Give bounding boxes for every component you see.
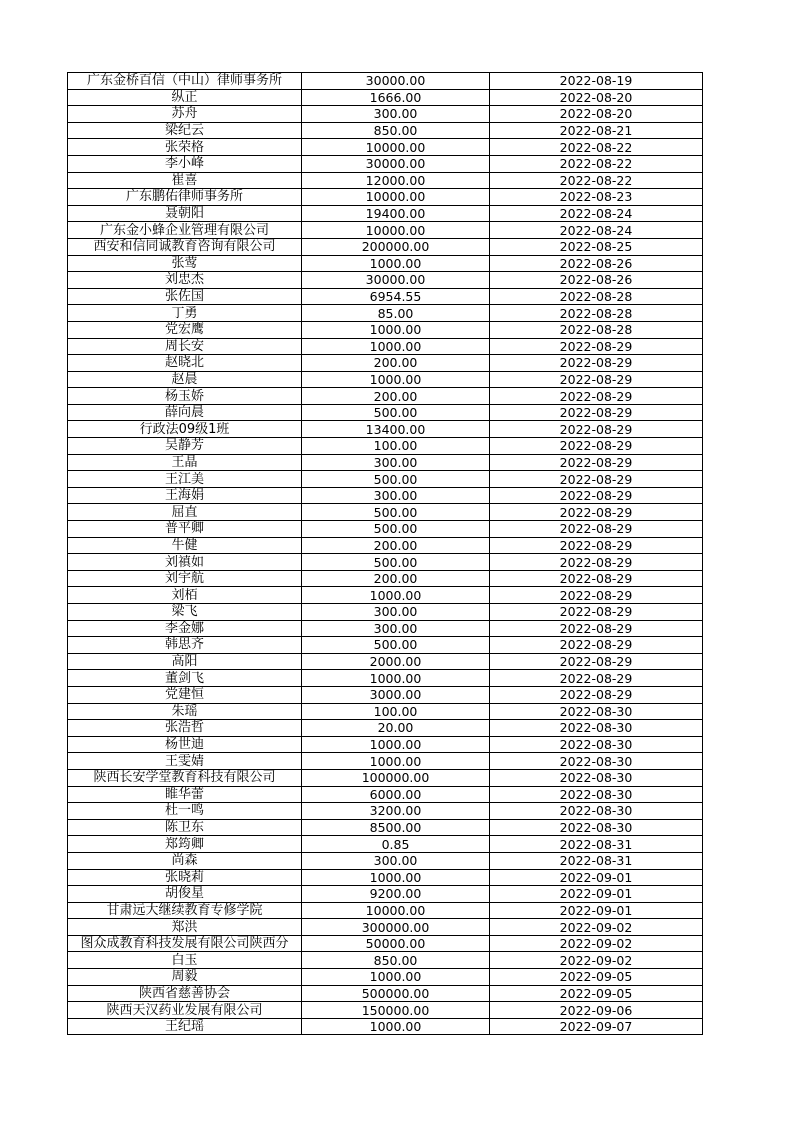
table-row bbox=[68, 438, 703, 455]
date-cell: 2022-08-29 bbox=[490, 604, 703, 621]
table-row bbox=[68, 288, 703, 305]
amount-cell: 100000.00 bbox=[302, 769, 490, 786]
donor-name-cell: 甘肃远大继续教育专修学院 bbox=[68, 902, 302, 919]
donor-name-cell: 周毅 bbox=[68, 969, 302, 986]
table-row bbox=[68, 1018, 703, 1035]
table-row bbox=[68, 189, 703, 206]
amount-cell: 300.00 bbox=[302, 454, 490, 471]
amount-cell: 1000.00 bbox=[302, 869, 490, 886]
donor-name-cell: 刘禛如 bbox=[68, 554, 302, 571]
amount-cell: 500.00 bbox=[302, 504, 490, 521]
donor-name-cell: 李小峰 bbox=[68, 155, 302, 172]
table-row bbox=[68, 255, 703, 272]
date-cell: 2022-08-29 bbox=[490, 338, 703, 355]
amount-cell: 19400.00 bbox=[302, 205, 490, 222]
table-row bbox=[68, 504, 703, 521]
table-row bbox=[68, 819, 703, 836]
date-cell: 2022-08-29 bbox=[490, 471, 703, 488]
donor-name-cell: 韩思齐 bbox=[68, 637, 302, 654]
donor-name-cell: 刘宇航 bbox=[68, 570, 302, 587]
date-cell: 2022-08-28 bbox=[490, 288, 703, 305]
amount-cell: 6954.55 bbox=[302, 288, 490, 305]
table-row bbox=[68, 670, 703, 687]
donor-name-cell: 李金娜 bbox=[68, 620, 302, 637]
donor-name-cell: 行政法09级1班 bbox=[68, 421, 302, 438]
amount-cell: 1000.00 bbox=[302, 255, 490, 272]
amount-cell: 300.00 bbox=[302, 106, 490, 123]
donor-name-cell: 梁纪云 bbox=[68, 122, 302, 139]
donor-name-cell: 赵晨 bbox=[68, 371, 302, 388]
donor-name-cell: 陕西省慈善协会 bbox=[68, 985, 302, 1002]
donor-name-cell: 纵正 bbox=[68, 89, 302, 106]
amount-cell: 500.00 bbox=[302, 404, 490, 421]
date-cell: 2022-09-07 bbox=[490, 1018, 703, 1035]
amount-cell: 50000.00 bbox=[302, 935, 490, 952]
donor-name-cell: 张莺 bbox=[68, 255, 302, 272]
amount-cell: 1000.00 bbox=[302, 1018, 490, 1035]
donor-name-cell: 张浩哲 bbox=[68, 720, 302, 737]
table-row bbox=[68, 338, 703, 355]
donor-name-cell: 杜一鸣 bbox=[68, 803, 302, 820]
donor-name-cell: 胡俊星 bbox=[68, 886, 302, 903]
amount-cell: 150000.00 bbox=[302, 1002, 490, 1019]
donor-name-cell: 王雯婧 bbox=[68, 753, 302, 770]
date-cell: 2022-08-25 bbox=[490, 238, 703, 255]
date-cell: 2022-08-30 bbox=[490, 753, 703, 770]
donor-name-cell: 尚森 bbox=[68, 852, 302, 869]
amount-cell: 1000.00 bbox=[302, 753, 490, 770]
date-cell: 2022-08-29 bbox=[490, 620, 703, 637]
amount-cell: 300.00 bbox=[302, 604, 490, 621]
donor-name-cell: 朱瑶 bbox=[68, 703, 302, 720]
date-cell: 2022-09-01 bbox=[490, 869, 703, 886]
amount-cell: 9200.00 bbox=[302, 886, 490, 903]
table-row bbox=[68, 653, 703, 670]
date-cell: 2022-09-02 bbox=[490, 935, 703, 952]
table-row bbox=[68, 172, 703, 189]
amount-cell: 1000.00 bbox=[302, 371, 490, 388]
donor-name-cell: 广东金小蜂企业管理有限公司 bbox=[68, 222, 302, 239]
date-cell: 2022-09-05 bbox=[490, 969, 703, 986]
table-row bbox=[68, 952, 703, 969]
amount-cell: 10000.00 bbox=[302, 139, 490, 156]
date-cell: 2022-08-29 bbox=[490, 404, 703, 421]
amount-cell: 500000.00 bbox=[302, 985, 490, 1002]
date-cell: 2022-08-29 bbox=[490, 653, 703, 670]
date-cell: 2022-08-31 bbox=[490, 852, 703, 869]
amount-cell: 30000.00 bbox=[302, 272, 490, 289]
table-row bbox=[68, 106, 703, 123]
date-cell: 2022-08-29 bbox=[490, 371, 703, 388]
amount-cell: 300.00 bbox=[302, 852, 490, 869]
table-row bbox=[68, 869, 703, 886]
date-cell: 2022-08-29 bbox=[490, 554, 703, 571]
table-row bbox=[68, 769, 703, 786]
donor-name-cell: 广东金桥百信（中山）律师事务所 bbox=[68, 73, 302, 90]
amount-cell: 1000.00 bbox=[302, 670, 490, 687]
donor-name-cell: 陕西天汉药业发展有限公司 bbox=[68, 1002, 302, 1019]
date-cell: 2022-08-29 bbox=[490, 487, 703, 504]
amount-cell: 100.00 bbox=[302, 703, 490, 720]
donor-name-cell: 王晶 bbox=[68, 454, 302, 471]
amount-cell: 3200.00 bbox=[302, 803, 490, 820]
table-row bbox=[68, 321, 703, 338]
donor-name-cell: 图众成教育科技发展有限公司陕西分 bbox=[68, 935, 302, 952]
date-cell: 2022-08-29 bbox=[490, 537, 703, 554]
date-cell: 2022-08-29 bbox=[490, 686, 703, 703]
table-row bbox=[68, 272, 703, 289]
table-row bbox=[68, 852, 703, 869]
donor-name-cell: 赵晓北 bbox=[68, 355, 302, 372]
donation-table bbox=[67, 72, 703, 1035]
table-row bbox=[68, 139, 703, 156]
date-cell: 2022-08-29 bbox=[490, 570, 703, 587]
donor-name-cell: 党建恒 bbox=[68, 686, 302, 703]
table-row bbox=[68, 554, 703, 571]
date-cell: 2022-08-20 bbox=[490, 89, 703, 106]
table-row bbox=[68, 471, 703, 488]
amount-cell: 1000.00 bbox=[302, 321, 490, 338]
table-row bbox=[68, 753, 703, 770]
amount-cell: 1000.00 bbox=[302, 736, 490, 753]
donor-name-cell: 屈直 bbox=[68, 504, 302, 521]
amount-cell: 300000.00 bbox=[302, 919, 490, 936]
table-row bbox=[68, 222, 703, 239]
donor-name-cell: 广东鹏佑律师事务所 bbox=[68, 189, 302, 206]
date-cell: 2022-09-06 bbox=[490, 1002, 703, 1019]
donor-name-cell: 董剑飞 bbox=[68, 670, 302, 687]
amount-cell: 500.00 bbox=[302, 637, 490, 654]
amount-cell: 6000.00 bbox=[302, 786, 490, 803]
date-cell: 2022-08-31 bbox=[490, 836, 703, 853]
table-row bbox=[68, 421, 703, 438]
date-cell: 2022-08-29 bbox=[490, 670, 703, 687]
table-row bbox=[68, 886, 703, 903]
amount-cell: 500.00 bbox=[302, 554, 490, 571]
amount-cell: 1000.00 bbox=[302, 587, 490, 604]
date-cell: 2022-08-30 bbox=[490, 819, 703, 836]
donor-name-cell: 西安和信同诚教育咨询有限公司 bbox=[68, 238, 302, 255]
table-row bbox=[68, 122, 703, 139]
amount-cell: 100.00 bbox=[302, 438, 490, 455]
donor-name-cell: 郑洪 bbox=[68, 919, 302, 936]
amount-cell: 8500.00 bbox=[302, 819, 490, 836]
date-cell: 2022-08-24 bbox=[490, 222, 703, 239]
date-cell: 2022-08-28 bbox=[490, 305, 703, 322]
donor-name-cell: 党宏鹰 bbox=[68, 321, 302, 338]
table-row bbox=[68, 720, 703, 737]
amount-cell: 200.00 bbox=[302, 355, 490, 372]
donor-name-cell: 吴静芳 bbox=[68, 438, 302, 455]
date-cell: 2022-08-22 bbox=[490, 139, 703, 156]
table-row bbox=[68, 902, 703, 919]
donor-name-cell: 苏舟 bbox=[68, 106, 302, 123]
date-cell: 2022-09-02 bbox=[490, 952, 703, 969]
date-cell: 2022-09-02 bbox=[490, 919, 703, 936]
table-row bbox=[68, 570, 703, 587]
amount-cell: 200.00 bbox=[302, 537, 490, 554]
table-row bbox=[68, 786, 703, 803]
date-cell: 2022-08-29 bbox=[490, 587, 703, 604]
date-cell: 2022-08-29 bbox=[490, 421, 703, 438]
donor-name-cell: 刘栢 bbox=[68, 587, 302, 604]
date-cell: 2022-08-30 bbox=[490, 803, 703, 820]
table-row bbox=[68, 89, 703, 106]
date-cell: 2022-08-29 bbox=[490, 637, 703, 654]
donor-name-cell: 张佐国 bbox=[68, 288, 302, 305]
table-row bbox=[68, 587, 703, 604]
date-cell: 2022-09-05 bbox=[490, 985, 703, 1002]
table-row bbox=[68, 305, 703, 322]
amount-cell: 13400.00 bbox=[302, 421, 490, 438]
date-cell: 2022-08-29 bbox=[490, 521, 703, 538]
table-row bbox=[68, 521, 703, 538]
date-cell: 2022-08-22 bbox=[490, 172, 703, 189]
date-cell: 2022-08-30 bbox=[490, 769, 703, 786]
table-row bbox=[68, 355, 703, 372]
donor-name-cell: 薛向晨 bbox=[68, 404, 302, 421]
amount-cell: 200.00 bbox=[302, 388, 490, 405]
table-row bbox=[68, 73, 703, 90]
amount-cell: 10000.00 bbox=[302, 222, 490, 239]
amount-cell: 10000.00 bbox=[302, 902, 490, 919]
amount-cell: 12000.00 bbox=[302, 172, 490, 189]
donor-name-cell: 睢华蕾 bbox=[68, 786, 302, 803]
amount-cell: 30000.00 bbox=[302, 155, 490, 172]
donor-name-cell: 王海娟 bbox=[68, 487, 302, 504]
table-row bbox=[68, 836, 703, 853]
donor-name-cell: 陈卫东 bbox=[68, 819, 302, 836]
table-row bbox=[68, 205, 703, 222]
amount-cell: 0.85 bbox=[302, 836, 490, 853]
amount-cell: 30000.00 bbox=[302, 73, 490, 90]
donor-name-cell: 刘忠杰 bbox=[68, 272, 302, 289]
date-cell: 2022-08-30 bbox=[490, 703, 703, 720]
date-cell: 2022-08-26 bbox=[490, 255, 703, 272]
amount-cell: 200000.00 bbox=[302, 238, 490, 255]
table-row bbox=[68, 637, 703, 654]
table-row bbox=[68, 935, 703, 952]
date-cell: 2022-08-30 bbox=[490, 786, 703, 803]
donor-name-cell: 白玉 bbox=[68, 952, 302, 969]
table-row bbox=[68, 736, 703, 753]
date-cell: 2022-08-22 bbox=[490, 155, 703, 172]
date-cell: 2022-08-21 bbox=[490, 122, 703, 139]
date-cell: 2022-08-24 bbox=[490, 205, 703, 222]
table-row bbox=[68, 454, 703, 471]
amount-cell: 200.00 bbox=[302, 570, 490, 587]
amount-cell: 20.00 bbox=[302, 720, 490, 737]
table-row bbox=[68, 803, 703, 820]
amount-cell: 1666.00 bbox=[302, 89, 490, 106]
amount-cell: 2000.00 bbox=[302, 653, 490, 670]
amount-cell: 1000.00 bbox=[302, 969, 490, 986]
amount-cell: 3000.00 bbox=[302, 686, 490, 703]
amount-cell: 1000.00 bbox=[302, 338, 490, 355]
table-row bbox=[68, 487, 703, 504]
donor-name-cell: 郑筠卿 bbox=[68, 836, 302, 853]
table-row bbox=[68, 703, 703, 720]
date-cell: 2022-08-28 bbox=[490, 321, 703, 338]
table-row bbox=[68, 686, 703, 703]
date-cell: 2022-09-01 bbox=[490, 886, 703, 903]
table-row bbox=[68, 919, 703, 936]
amount-cell: 300.00 bbox=[302, 487, 490, 504]
amount-cell: 10000.00 bbox=[302, 189, 490, 206]
date-cell: 2022-08-29 bbox=[490, 438, 703, 455]
donor-name-cell: 梁飞 bbox=[68, 604, 302, 621]
table-row bbox=[68, 969, 703, 986]
amount-cell: 850.00 bbox=[302, 122, 490, 139]
amount-cell: 85.00 bbox=[302, 305, 490, 322]
donor-name-cell: 张晓莉 bbox=[68, 869, 302, 886]
amount-cell: 500.00 bbox=[302, 471, 490, 488]
donor-name-cell: 高阳 bbox=[68, 653, 302, 670]
date-cell: 2022-08-30 bbox=[490, 736, 703, 753]
date-cell: 2022-09-01 bbox=[490, 902, 703, 919]
date-cell: 2022-08-26 bbox=[490, 272, 703, 289]
donor-name-cell: 王纪瑶 bbox=[68, 1018, 302, 1035]
table-row bbox=[68, 537, 703, 554]
donor-name-cell: 周长安 bbox=[68, 338, 302, 355]
date-cell: 2022-08-29 bbox=[490, 355, 703, 372]
donor-name-cell: 牛健 bbox=[68, 537, 302, 554]
table-row bbox=[68, 604, 703, 621]
donor-name-cell: 崔喜 bbox=[68, 172, 302, 189]
table-row bbox=[68, 388, 703, 405]
table-row bbox=[68, 1002, 703, 1019]
date-cell: 2022-08-29 bbox=[490, 454, 703, 471]
date-cell: 2022-08-23 bbox=[490, 189, 703, 206]
donation-table-body bbox=[68, 73, 703, 1035]
date-cell: 2022-08-30 bbox=[490, 720, 703, 737]
date-cell: 2022-08-20 bbox=[490, 106, 703, 123]
donor-name-cell: 普平卿 bbox=[68, 521, 302, 538]
date-cell: 2022-08-29 bbox=[490, 504, 703, 521]
table-row bbox=[68, 155, 703, 172]
date-cell: 2022-08-19 bbox=[490, 73, 703, 90]
amount-cell: 300.00 bbox=[302, 620, 490, 637]
table-row bbox=[68, 238, 703, 255]
table-row bbox=[68, 985, 703, 1002]
donor-name-cell: 杨世迪 bbox=[68, 736, 302, 753]
table-row bbox=[68, 404, 703, 421]
donor-name-cell: 张荣格 bbox=[68, 139, 302, 156]
donor-name-cell: 丁勇 bbox=[68, 305, 302, 322]
donor-name-cell: 聂朝阳 bbox=[68, 205, 302, 222]
donor-name-cell: 王江美 bbox=[68, 471, 302, 488]
table-row bbox=[68, 620, 703, 637]
donor-name-cell: 陕西长安学堂教育科技有限公司 bbox=[68, 769, 302, 786]
date-cell: 2022-08-29 bbox=[490, 388, 703, 405]
amount-cell: 850.00 bbox=[302, 952, 490, 969]
amount-cell: 500.00 bbox=[302, 521, 490, 538]
table-row bbox=[68, 371, 703, 388]
donor-name-cell: 杨玉娇 bbox=[68, 388, 302, 405]
